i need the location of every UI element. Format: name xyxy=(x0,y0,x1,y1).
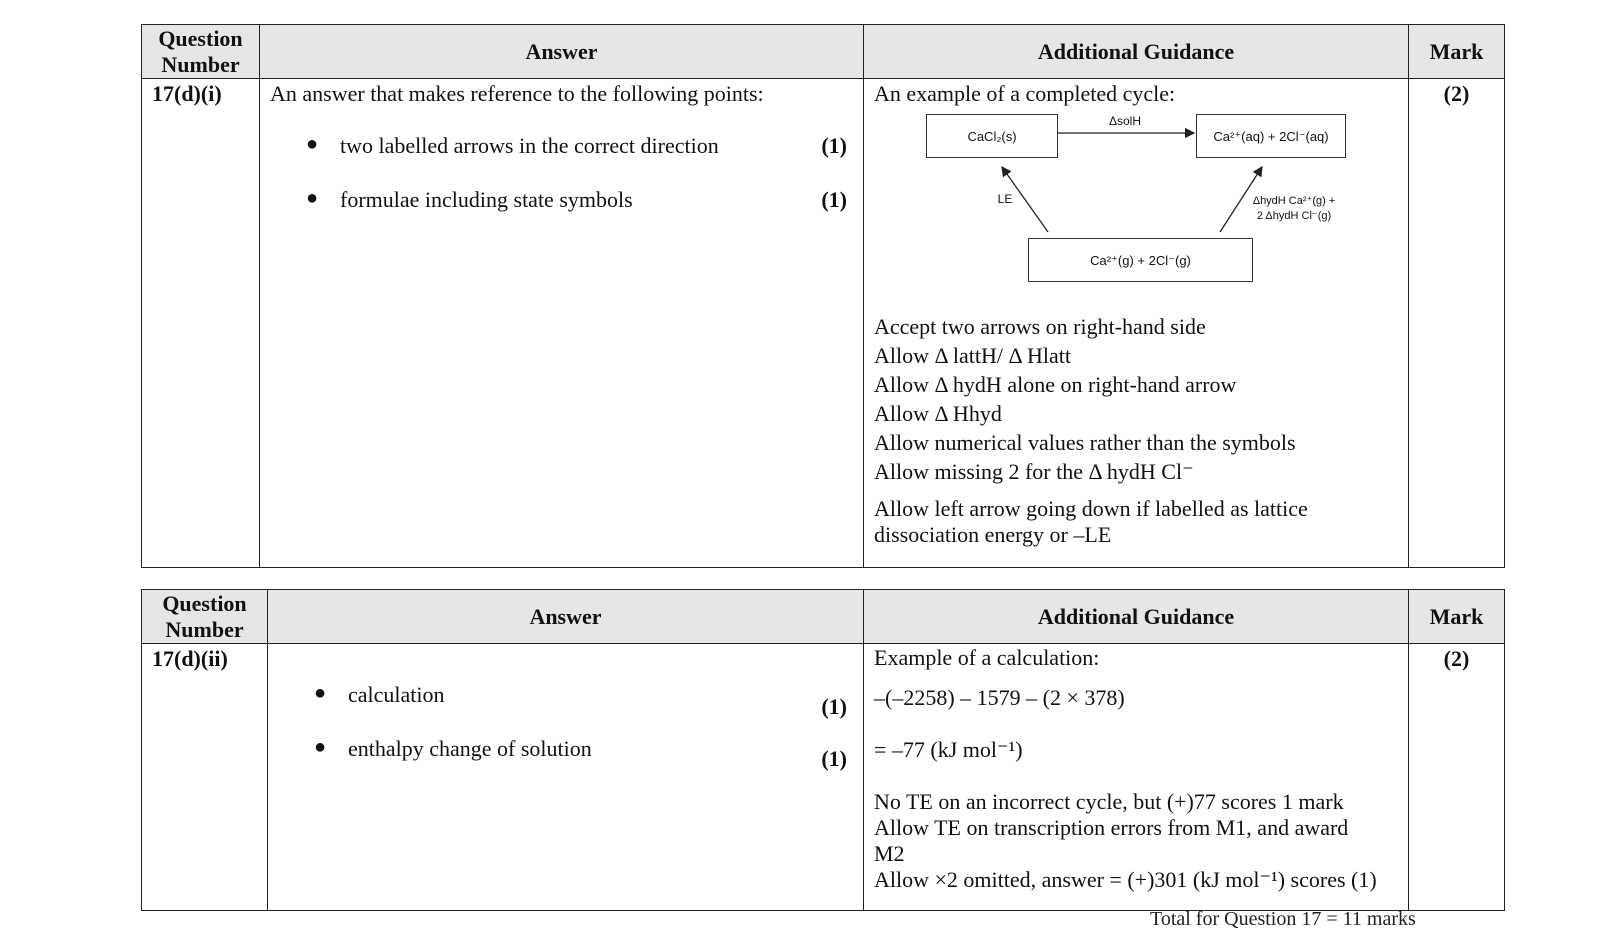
guidance-intro: Example of a calculation: xyxy=(874,645,1100,670)
point-text: two labelled arrows in the correct direction xyxy=(340,133,719,158)
hyd-h-label xyxy=(1234,194,1354,224)
hyd-h-label-line-1: ΔhydH Ca²⁺(g) + xyxy=(1252,195,1336,207)
header-answer: Answer xyxy=(268,590,864,644)
bullet-icon: ● xyxy=(314,682,327,704)
point-mark: (1) xyxy=(821,746,847,771)
answer-point xyxy=(268,736,863,790)
header-question-number: Question Number xyxy=(142,590,268,644)
guidance-line: No TE on an incorrect cycle, but (+)77 scores 1 mark xyxy=(874,789,1344,814)
guidance-line: Allow Δ hydH alone on right-hand arrow xyxy=(874,372,1237,397)
point-text: formulae including state symbols xyxy=(340,187,633,212)
aqueous-ions-box: Ca²⁺(aq) + 2Cl⁻(aq) xyxy=(1196,114,1346,158)
answer-cell xyxy=(268,644,864,911)
header-additional-guidance: Additional Guidance xyxy=(864,25,1409,79)
guidance-cell xyxy=(864,644,1409,911)
point-mark: (1) xyxy=(821,694,847,719)
calculation-result: = –77 (kJ mol⁻¹) xyxy=(874,737,1023,762)
guidance-line: Allow TE on transcription errors from M1, and award M2 xyxy=(874,815,1349,866)
answer-point xyxy=(260,133,863,187)
guidance-line: Allow numerical values rather than the symbols xyxy=(874,430,1296,455)
le-label: LE xyxy=(997,192,1013,206)
header-mark: Mark xyxy=(1409,590,1505,644)
point-mark: (1) xyxy=(821,187,847,212)
guidance-line: Allow missing 2 for the Δ hydH Cl⁻ xyxy=(874,459,1194,484)
mark-scheme-table-1 xyxy=(141,24,1505,568)
guidance-line: Allow ×2 omitted, answer = (+)301 (kJ mol⁻¹) scores (1) xyxy=(874,867,1377,892)
calculation-line: –(–2258) – 1579 – (2 × 378) xyxy=(874,685,1125,710)
answer-cell xyxy=(260,79,864,568)
bullet-icon: ● xyxy=(306,133,319,155)
point-mark: (1) xyxy=(821,133,847,158)
guidance-line: Allow Δ Hhyd xyxy=(874,401,1002,426)
header-additional-guidance: Additional Guidance xyxy=(864,590,1409,644)
guidance-line: Allow Δ lattH/ Δ Hlatt xyxy=(874,343,1071,368)
cacl2-solid-box: CaCl₂(s) xyxy=(926,114,1058,158)
question-number: 17(d)(ii) xyxy=(142,644,268,911)
point-text: calculation xyxy=(348,682,445,707)
answer-intro: An answer that makes reference to the following points: xyxy=(270,81,764,106)
header-question-number: Question Number xyxy=(142,25,260,79)
guidance-line: Allow left arrow going down if labelled as lattice dissociation energy or –LE xyxy=(874,496,1308,547)
gaseous-ions-box: Ca²⁺(g) + 2Cl⁻(g) xyxy=(1028,238,1253,282)
sol-h-label: ΔsolH xyxy=(1108,114,1142,128)
guidance-intro: An example of a completed cycle: xyxy=(874,81,1176,106)
answer-point xyxy=(260,187,863,241)
hyd-h-label-line-2: 2 ΔhydH Cl⁻(g) xyxy=(1256,210,1332,222)
header-mark: Mark xyxy=(1409,25,1505,79)
bullet-icon: ● xyxy=(306,187,319,209)
point-text: enthalpy change of solution xyxy=(348,736,592,761)
guidance-line: Accept two arrows on right-hand side xyxy=(874,314,1206,339)
question-number: 17(d)(i) xyxy=(142,79,260,568)
mark-scheme-table-2 xyxy=(141,589,1505,911)
bullet-icon: ● xyxy=(314,736,327,758)
guidance-cell xyxy=(864,79,1409,568)
question-total-footer: Total for Question 17 = 11 marks xyxy=(1150,908,1416,930)
total-mark: (2) xyxy=(1409,644,1505,911)
header-answer: Answer xyxy=(260,25,864,79)
total-mark: (2) xyxy=(1409,79,1505,568)
enthalpy-cycle-diagram xyxy=(874,108,1394,308)
answer-point xyxy=(268,682,863,736)
